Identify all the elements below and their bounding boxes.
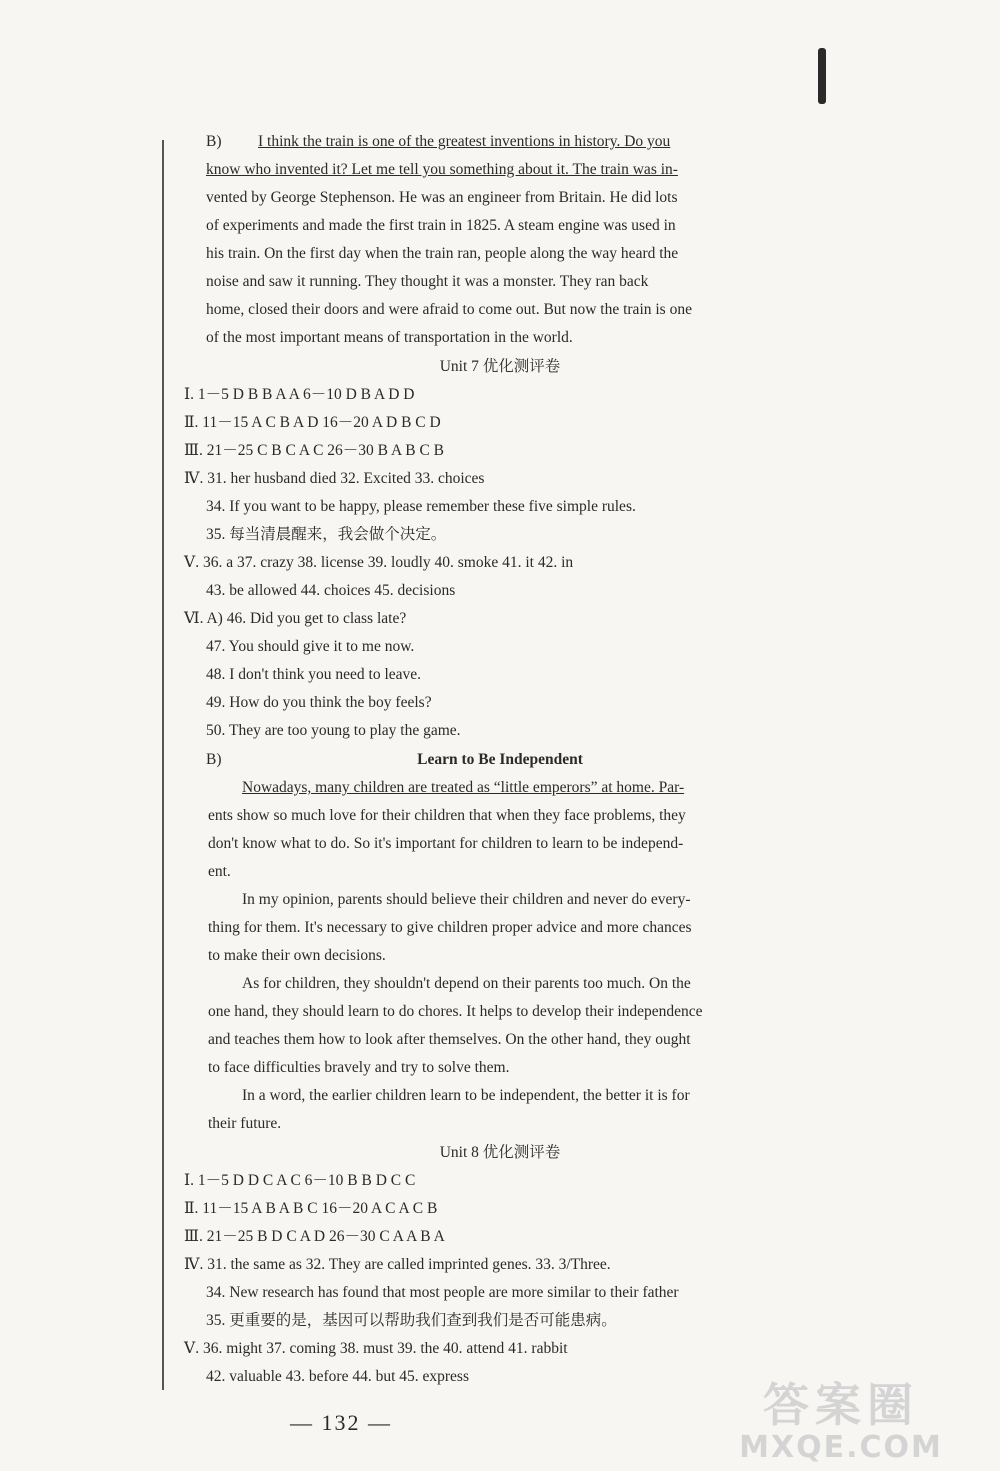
passage-b-label: B): [206, 133, 222, 150]
essay-line: As for children, they shouldn't depend on their parents too much. On the: [242, 975, 691, 992]
answer-line: Ⅵ. A) 46. Did you get to class late?: [184, 610, 407, 627]
passage-line-underlined: know who invented it? Let me tell you something about it. The train was in-: [206, 161, 678, 178]
passage-line: [206, 160, 678, 180]
essay-line-underlined: Nowadays, many children are treated as “little emperors” at home. Par-: [242, 779, 685, 796]
answer-line: Ⅲ. 21－25 B D C A D 26－30 C A A B A: [184, 1228, 445, 1245]
passage-line: I think the train is one of the greatest inventions in history. Do you: [258, 133, 671, 150]
essay-label: B): [206, 751, 222, 768]
essay-line: ent.: [208, 863, 231, 880]
binding-mark: [818, 48, 826, 104]
unit7-title: Unit 7 优化测评卷: [439, 358, 561, 375]
answer-line: Ⅰ. 1－5 D D C A C 6－10 B B D C C: [184, 1172, 416, 1189]
essay-line: and teaches them how to look after themselves. On the other hand, they ought: [208, 1031, 691, 1048]
watermark-bottom: MXQE.COM: [739, 1430, 943, 1465]
essay-line: one hand, they should learn to do chores. It helps to develop their independence: [208, 1003, 703, 1020]
answer-line: 47. You should give it to me now.: [206, 638, 415, 655]
answer-line: 42. valuable 43. before 44. but 45. express: [206, 1368, 470, 1385]
essay-line: ents show so much love for their children that when they face problems, they: [208, 807, 686, 824]
answer-line: 34. New research has found that most people are more similar to their father: [206, 1284, 679, 1301]
passage-line: home, closed their doors and were afraid to come out. But now the train is one: [206, 301, 692, 318]
essay-line: In my opinion, parents should believe their children and never do every-: [242, 891, 691, 908]
answer-line: Ⅲ. 21－25 C B C A C 26－30 B A B C B: [184, 442, 444, 459]
passage-line: his train. On the first day when the train ran, people along the way heard the: [206, 245, 679, 262]
answer-line: Ⅴ. 36. a 37. crazy 38. license 39. loudly 40. smoke 41. it 42. in: [184, 554, 574, 571]
essay-line: to face difficulties bravely and try to solve them.: [208, 1059, 510, 1076]
essay-line: In a word, the earlier children learn to be independent, the better it is for: [242, 1087, 690, 1104]
answer-line: 49. How do you think the boy feels?: [206, 694, 432, 711]
answer-line: 34. If you want to be happy, please remember these five simple rules.: [206, 498, 636, 515]
answer-line: 35. 更重要的是，基因可以帮助我们查到我们是否可能患病。: [206, 1312, 617, 1329]
answer-line: Ⅳ. 31. the same as 32. They are called imprinted genes. 33. 3/Three.: [184, 1256, 611, 1273]
watermark-logo: [696, 1380, 986, 1465]
essay-line: thing for them. It's necessary to give children proper advice and more chances: [208, 919, 692, 936]
unit8-title: Unit 8 优化测评卷: [439, 1144, 561, 1161]
answer-line: 43. be allowed 44. choices 45. decisions: [206, 582, 456, 599]
answer-line: Ⅱ. 11－15 A B A B C 16－20 A C A C B: [184, 1200, 438, 1217]
page-number: — 132 —: [290, 1410, 392, 1435]
passage-line: of the most important means of transportation in the world.: [206, 329, 573, 346]
answer-line: 48. I don't think you need to leave.: [206, 666, 422, 683]
passage-line: of experiments and made the first train in 1825. A steam engine was used in: [206, 217, 676, 234]
essay-line: their future.: [208, 1115, 282, 1132]
answer-line: Ⅳ. 31. her husband died 32. Excited 33. choices: [184, 470, 485, 487]
essay-line: to make their own decisions.: [208, 947, 386, 964]
essay-line: don't know what to do. So it's important for children to learn to be independ-: [208, 835, 684, 852]
answer-line: Ⅱ. 11－15 A C B A D 16－20 A D B C D: [184, 414, 441, 431]
answer-line: Ⅰ. 1－5 D B B A A 6－10 D B A D D: [184, 386, 415, 403]
watermark-top: 答案圈: [763, 1378, 919, 1432]
essay-line: [242, 778, 684, 798]
answer-line: Ⅴ. 36. might 37. coming 38. must 39. the 40. attend 41. rabbit: [184, 1340, 568, 1357]
answer-line: 35. 每当清晨醒来，我会做个决定。: [206, 526, 447, 543]
passage-line: vented by George Stephenson. He was an engineer from Britain. He did lots: [206, 189, 678, 206]
essay-title: Learn to Be Independent: [417, 751, 583, 768]
passage-line: noise and saw it running. They thought it was a monster. They ran back: [206, 273, 649, 290]
answer-line: 50. They are too young to play the game.: [206, 722, 461, 739]
